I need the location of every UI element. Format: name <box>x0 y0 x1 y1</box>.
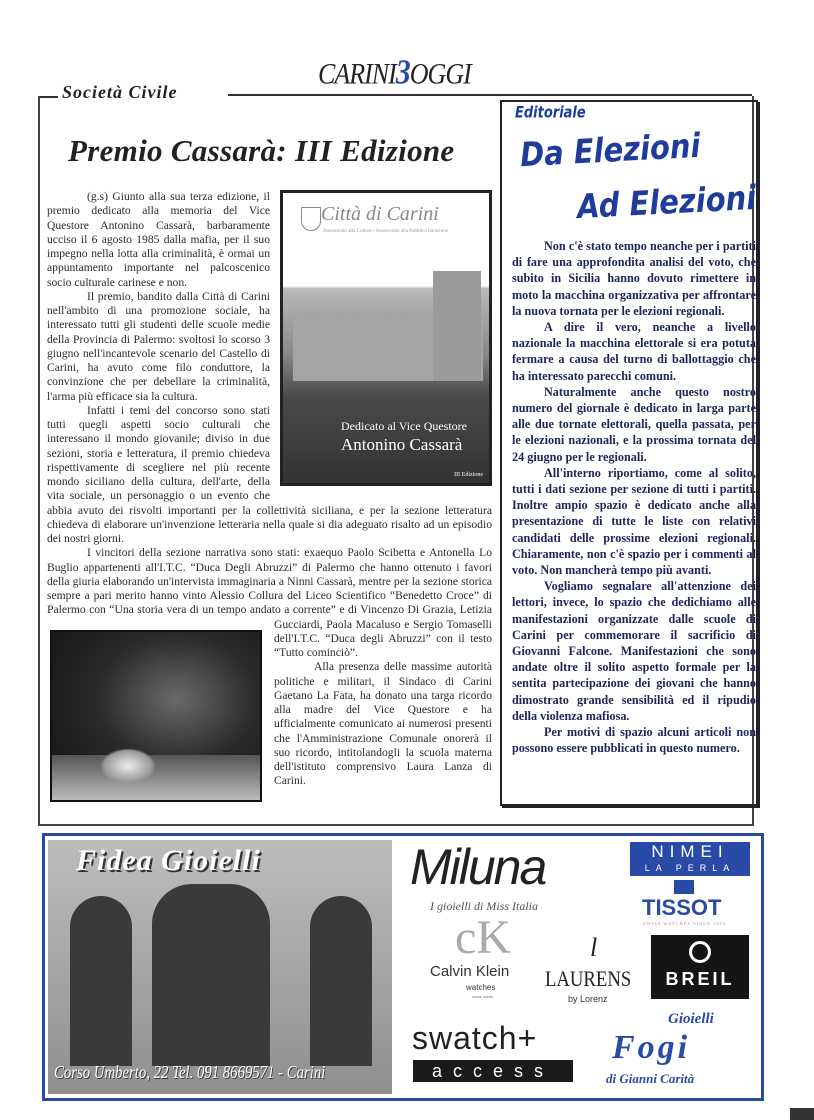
ck-swiss-made: swiss made <box>472 994 493 999</box>
editorial-title-line1: Da Elezioni <box>519 125 702 175</box>
shop-window-left <box>70 896 132 1066</box>
breil-text: BREIL <box>665 969 735 989</box>
breil-circle-icon <box>689 941 711 963</box>
article-paragraph: Alla presenza delle massime autorità politiche e militari, il Sindaco di Carini Gaetano La Fata, ha donato una targa ricordo alla madre del Vice Questore e ha ufficialmente comunicato ai numerosi presenti che l'Amministrazione Comunale onorerà il suo ricordo, intitolandogli la scuola materna dell'istituto comprensivo Laura Lanza di Carini. <box>274 660 492 788</box>
nimei-text: NIMEI <box>651 842 729 861</box>
poster-name: Antonino Cassarà <box>341 435 463 454</box>
laurens-mark-icon: l <box>590 933 598 962</box>
poster-subtitle: Assessorato alla Cultura • Assessorato alla Pubblica Istruzione <box>323 229 448 234</box>
tissot-cross-icon <box>674 880 694 894</box>
article-text: I vincitori della sezione narrativa sono stati: exaequo Paolo Scibetta e Antonella Lo Buglio appartenenti all'I.T.C. “Duca Degli Abruzzi” di Palermo che hanno ottenuto i favori della giuria elaborando un'intervista immaginaria a Ninni Cassarà, mentre per la sezione storica sempre a pari merito hanno vinto Alessio Collura del Liceo Scientifico “Benedetto Croce” di Palermo con “Una storia vera di un tempo andato a <box>47 546 492 617</box>
editorial-paragraph: Naturalmente anche questo nostro numero del giornale è dedicato in larga parte alle due tornate elettorali, quella passata, per le elezioni nazionali, e la prossima tornata del 24 giugno per le regionali. <box>512 384 756 464</box>
editorial-paragraph: Non c'è stato tempo neanche per i partiti di fare una approfondita analisi del voto, che subito in Sicilia hanno dovuto rimettere in moto la macchina organizzativa per affrontare la nuova tornata per le elezioni regionali. <box>512 239 756 318</box>
newspaper-logo <box>318 53 471 92</box>
nimei-subtext: LA PERLA <box>644 863 736 873</box>
scan-edge-mark <box>790 1108 814 1120</box>
fogi-gioielli: Gioielli <box>668 1011 714 1027</box>
editorial-body <box>512 238 756 757</box>
poster-city: Città di Carini <box>321 203 439 225</box>
article-paragraph <box>47 546 492 660</box>
poster-dedication: Dedicato al Vice Questore <box>341 419 468 433</box>
editorial-paragraph: A dire il vero, neanche a livello nazionale la macchina elettorale si era potuta fermare a causa del turno di ballottaggio che ha interessato parecchi comuni. <box>512 320 756 383</box>
swatch-logo: swatch+ <box>412 1020 538 1056</box>
shop-window-right <box>310 896 372 1066</box>
photo-flowers <box>100 748 156 784</box>
article-paragraph: Infatti i temi del concorso sono stati tutti quegli aspetti socio culturali che interessano il mondo giovanile; diviso in due sezioni, storia e letteratura, il premio chiedeva rispettivamente di scegliere nel più recente mondo siciliano della cultura, dell'arte, della vita sociale, un personaggio o un evento che abbia avuto dei risvolti importanti per la collettività siciliana, e per la sezione letteratura chiedeva di elaborare un'invenzione letteraria nella quale si dia adeguato risalto ad un episodio dei nostri giorni. <box>47 403 492 545</box>
logo-text-left: CARINI <box>318 56 396 91</box>
logo-text-right: OGGI <box>409 56 471 91</box>
photo-table <box>52 755 260 800</box>
article-paragraph: Il premio, bandito dalla Città di Carini nell'ambito di una promozione sociale, ha interessato tutti gli studenti delle scuole medie della Provincia di Palermo: svoltosi lo scorso 3 giugno nell'incantevole scenario del Castello di Carini, ha avuto come filo conduttore, la convinzione che per debellare la criminalità, l'arma più efficace sia la cultura. <box>47 289 270 403</box>
shop-photo-ad <box>48 840 392 1094</box>
poster-edition: III Edizione <box>454 472 483 478</box>
tissot-logo: TISSOT <box>642 895 722 920</box>
article-body <box>47 190 492 806</box>
nimei-logo <box>630 842 750 876</box>
poster-image <box>280 190 492 486</box>
castle-tower <box>433 271 481 381</box>
ck-monogram: cK <box>455 911 511 964</box>
calvin-klein-logo: Calvin Klein <box>430 963 510 980</box>
tissot-tagline: SWISS WATCHES SINCE 1853 <box>643 921 727 926</box>
shop-door <box>152 884 270 1066</box>
editorial-paragraph: Vogliamo segnalare all'attenzione dei lettori, invece, lo spazio che dedichiamo alle manifestazioni organizzate dalle scuole di Carini per commemorare il sacrificio di Giovanni Falcone. Manifestazioni che sono andate oltre il solito aspetto formale per la sentita partecipazione dei giovani che hanno dimostrato grande sensibilità ed il ripudio della violenza mafiosa. <box>512 579 756 723</box>
editorial-title-line2: Ad Elezioni <box>576 177 758 227</box>
shop-name: Fidea Gioielli <box>76 844 261 877</box>
swatch-access-logo: access <box>413 1060 573 1082</box>
shop-address: Corso Umberto, 22 Tel. 091 8669571 - Carini <box>54 1062 326 1082</box>
fogi-owner: di Gianni Carità <box>606 1071 695 1086</box>
laurens-by: by Lorenz <box>568 994 608 1004</box>
city-crest-icon <box>301 207 321 231</box>
article-title: Premio Cassarà: III Edizione <box>68 133 455 168</box>
laurens-logo: LAURENS <box>545 966 632 991</box>
article-paragraph: (g.s) Giunto alla sua terza edizione, il premio dedicato alla memoria del Vice Questore Antonino Cassarà, barbaramente ucciso il 6 agosto 1985 dalla mafia, per il suo impegno nella lotta alla criminalità, è ormai un appuntamento importante nel palcoscenico socio culturale carinese e non. <box>47 190 270 289</box>
ceremony-photo <box>50 630 262 802</box>
editorial-label: Editoriale <box>515 104 586 123</box>
editorial-paragraph: All'interno riportiamo, come al solito, tutti i dati sezione per sezione di tutti i partiti. Inoltre ampio spazio è dedicato anche alla presentazione di tutte le liste con relativi candidati delle prossime elezioni regionali. Chiaramente, non c'è spazio per i commenti al voto. Non mancherà tempo più avanti. <box>512 465 756 578</box>
editorial-paragraph: Per motivi di spazio alcuni articoli non possono essere pubblicati in questo numero. <box>512 725 756 756</box>
section-heading: Società Civile <box>62 82 178 102</box>
logo-number: 3 <box>395 53 410 92</box>
breil-logo <box>651 935 749 999</box>
miluna-logo: Miluna <box>410 839 546 895</box>
article-text: corrente” e di Vincenzo Di Grazia, Letizia Gucciardi, Paola Macaluso e Sergio Tomaselli dell'I.T.C. “Duca degli Abruzzi” con il testo “Tutto cominciò”. <box>274 603 492 659</box>
ck-watches: watches <box>466 983 496 992</box>
miluna-tagline: I gioielli di Miss Italia <box>430 899 538 913</box>
fogi-logo: Fogi <box>612 1029 691 1066</box>
